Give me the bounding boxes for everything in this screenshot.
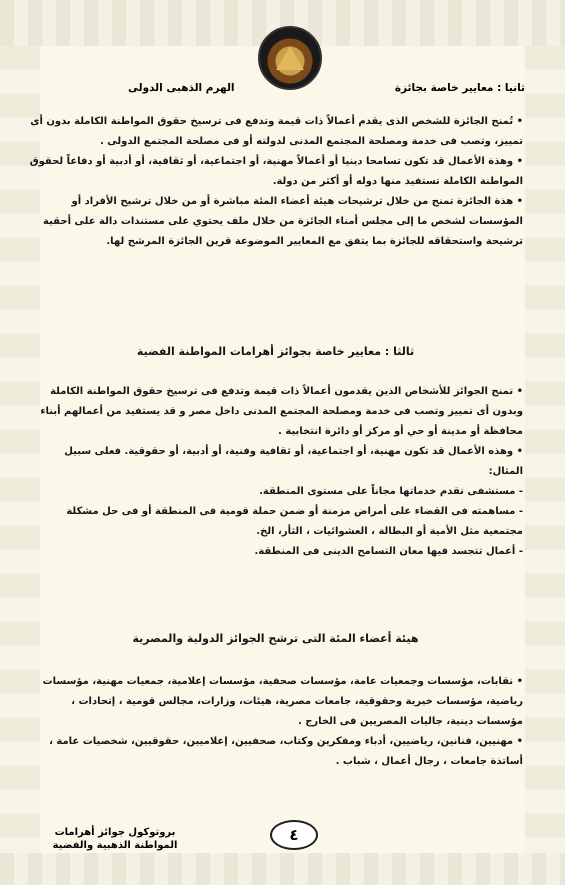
section1-body [28,112,523,252]
section-header [28,82,525,102]
header-left-text: الهرم الذهبى الدولى [128,82,235,94]
section2-body [28,382,523,562]
section3-body [28,672,523,772]
section1-paragraph-2: • وهذة الأعمال قد تكون تسامحا دينيا أو أعمالاً مهنية، أو اجتماعية، أو ثقافية، أو أدبية أو دفاعاً لحقوق المواطنة الكاملة تستفيد منها دوله أو أكثر من دولة. [28,152,523,192]
hieroglyph-border-right [525,46,565,853]
footer-line-2: المواطنة الذهبية والفضية [52,840,178,851]
section3-title: هيئة أعضاء المئة التى ترشح الجوائز الدولية والمصرية [132,632,419,645]
header-right-text: ثانيا : معايير خاصة بجائزة [394,82,525,94]
section3-paragraph-1: • نقابات، مؤسسات وجمعيات عامة، مؤسسات صحفية، مؤسسات إعلامية، جمعيات مهنية، مؤسسات رياضية، مؤسسات خيرية وحقوقية، جامعات مصرية، هيئات، وزارات، مجالس قومية ، إتحادات ، مؤسسات دينية، جاليات المصريين فى الخارج . [28,672,523,732]
section2-dash-3: - أعمال تتجسد فيها معان التسامح الدينى فى المنطقة. [28,542,523,562]
footer-title [30,826,200,852]
hieroglyph-border-bottom [0,853,565,885]
section2-title: ثالثا : معايير خاصة بجوائز أهرامات المواطنة الفضية [136,345,415,358]
section2-paragraph-1: • تمنح الجوائز للأشخاص الذين يقدمون أعمالاً ذات قيمة وتدفع فى ترسيخ حقوق المواطنة الكاملة وبدون أى تمييز وتصب فى خدمة ومصلحة المجتمع المدنى داخل مصر و قد يستفيد من أعمالهم أبناء محافظة أو مدينة أو حي أو مركز أو دائرة انتخابية . [28,382,523,442]
footer-line-1: بروتوكول جوائز أهرامات [54,827,176,838]
page-number: ٤ [270,820,318,850]
pyramid-emblem-icon [258,26,322,90]
section2-dash-2: - مساهمته فى القضاء على أمراض مزمنة أو ضمن حملة قومية فى المنطقة أو فى حل مشكلة مجتمعية مثل الأمية أو البطالة ، العشوائيات ، الثأر، الخ. [28,502,523,542]
section3-paragraph-2: • مهنيين، فنانين، رياضيين، أدباء ومفكرين وكتاب، صحفيين، إعلاميين، حقوقيين، شخصيات عامة ، أساتذة جامعات ، رجال أعمال ، شباب . [28,732,523,772]
section1-paragraph-1: • تُمنح الجائزة للشخص الذى يقدم أعمالاً ذات قيمة وتدفع فى ترسيخ حقوق المواطنة الكاملة بدون أى تمييز، وتصب فى خدمة ومصلحة المجتمع المدنى لدولته أو فى مصلحة المجتمع الدولى . [28,112,523,152]
section1-paragraph-3: • هذة الجائزة تمنح من خلال ترشيحات هيئة أعضاء المئة مباشرة أو من خلال ترشيح الأفراد أو المؤسسات لشخص ما إلى مجلس أمناء الجائزة من خلال ملف يحتوي على مستندات دالة على أحقية ترشيحة واستحقاقه للجائزة بما يتفق مع المعايير الموضوعة قرين الجائزة المرشح لها. [28,192,523,252]
section2-dash-1: - مستشفى تقدم خدماتها مجاناً على مستوى المنطقة. [28,482,523,502]
section2-paragraph-2: • وهذه الأعمال قد تكون مهنية، أو اجتماعية، أو ثقافية وفنية، أو أدبية، أو حقوقية. فعلى سبيل المثال: [28,442,523,482]
